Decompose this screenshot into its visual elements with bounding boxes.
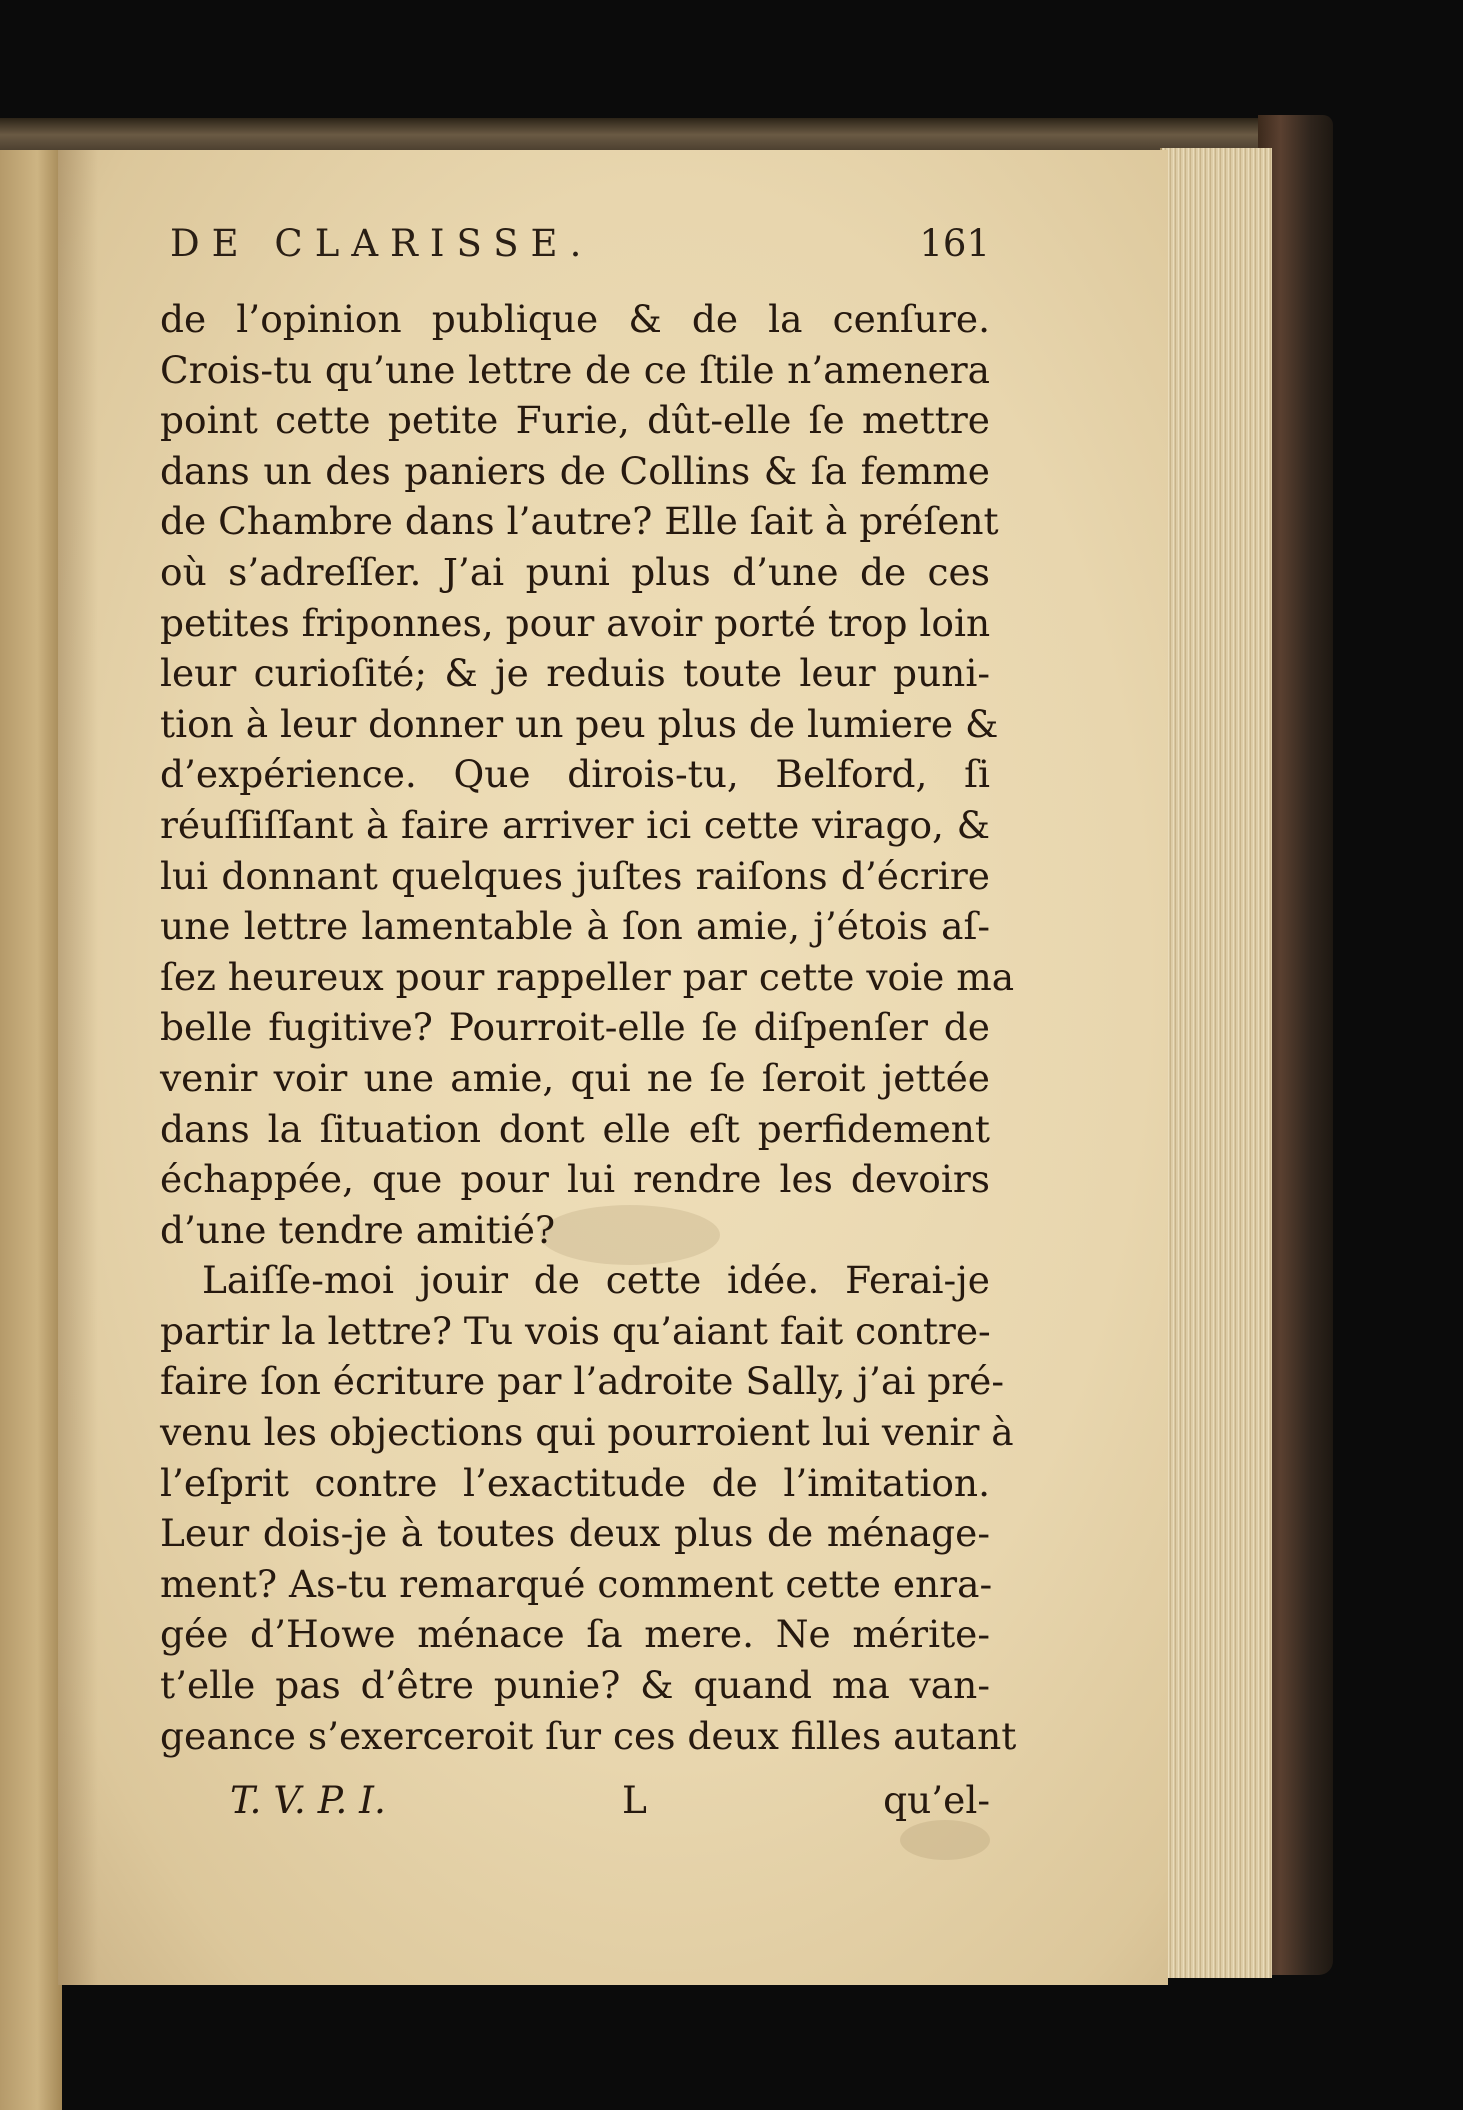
signature-mark: L bbox=[622, 1778, 647, 1822]
running-title: DE CLARISSE. bbox=[170, 222, 594, 265]
text-line: gée d’Howe ménace ſa mere. Ne mérite- bbox=[160, 1612, 990, 1657]
text-line: où s’adreſſer. J’ai puni plus d’une de ces bbox=[160, 549, 990, 594]
text-line: de l’opinion publique & de la cenſure. bbox=[160, 297, 990, 341]
body-text bbox=[160, 294, 1017, 1761]
gutter-shadow bbox=[58, 150, 98, 1985]
text-line: dans la ſituation dont elle eſt perfidement bbox=[160, 1106, 990, 1151]
page-footer bbox=[160, 1778, 990, 1830]
text-line: Leur dois-je à toutes deux plus de ménage- bbox=[160, 1511, 990, 1556]
text-line: point cette petite Furie, dût-elle ſe mettre bbox=[160, 398, 990, 443]
text-line: l’eſprit contre l’exactitude de l’imitation. bbox=[160, 1460, 990, 1505]
text-line: Laiſſe-moi jouir de cette idée. Ferai-je bbox=[202, 1258, 990, 1303]
text-line: ment? As-tu remarqué comment cette enra- bbox=[160, 1561, 993, 1606]
text-line: tion à leur donner un peu plus de lumiere & bbox=[160, 701, 999, 746]
text-line: Crois-tu qu’une lettre de ce ſtile n’amenera bbox=[160, 347, 990, 392]
page-number: 161 bbox=[919, 222, 990, 265]
text-line: t’elle pas d’être punie? & quand ma van- bbox=[160, 1663, 990, 1708]
text-line: une lettre lamentable à ſon amie, j’étois aſ- bbox=[160, 904, 990, 949]
text-line: d’expérience. Que dirois-tu, Belford, ſi bbox=[160, 752, 990, 797]
text-line: de Chambre dans l’autre? Elle ſait à préſent bbox=[160, 499, 999, 544]
text-line: lui donnant quelques juſtes raiſons d’écrire bbox=[160, 853, 990, 898]
text-line: partir la lettre? Tu vois qu’aiant fait contre- bbox=[160, 1308, 991, 1353]
text-line: geance s’exerceroit ſur ces deux filles autant bbox=[160, 1713, 1017, 1758]
text-line: d’une tendre amitié? bbox=[160, 1207, 556, 1252]
text-line: faire ſon écriture par l’adroite Sally, j’ai pré- bbox=[160, 1359, 1005, 1404]
text-line: réuſſiſſant à faire arriver ici cette virago, & bbox=[160, 802, 990, 847]
text-line: petites friponnes, pour avoir porté trop loin bbox=[160, 600, 991, 645]
text-line: venir voir une amie, qui ne ſe ſeroit jettée bbox=[160, 1055, 990, 1100]
text-line: ſez heureux pour rappeller par cette voie ma bbox=[160, 954, 1015, 999]
text-line: échappée, que pour lui rendre les devoirs bbox=[160, 1157, 990, 1202]
text-line: belle fugitive? Pourroit-elle ſe diſpenſer de bbox=[160, 1005, 990, 1050]
text-line: dans un des paniers de Collins & ſa femme bbox=[160, 448, 990, 493]
text-line: venu les objections qui pourroient lui venir à bbox=[160, 1410, 1014, 1455]
facing-page-edge bbox=[0, 150, 62, 2110]
page-block-edges bbox=[1160, 148, 1272, 1978]
catchword: qu’el- bbox=[883, 1778, 990, 1822]
running-header bbox=[170, 222, 990, 272]
signature: T. V. P. I. bbox=[230, 1778, 386, 1822]
text-line: leur curioſité; & je reduis toute leur puni- bbox=[160, 651, 990, 696]
